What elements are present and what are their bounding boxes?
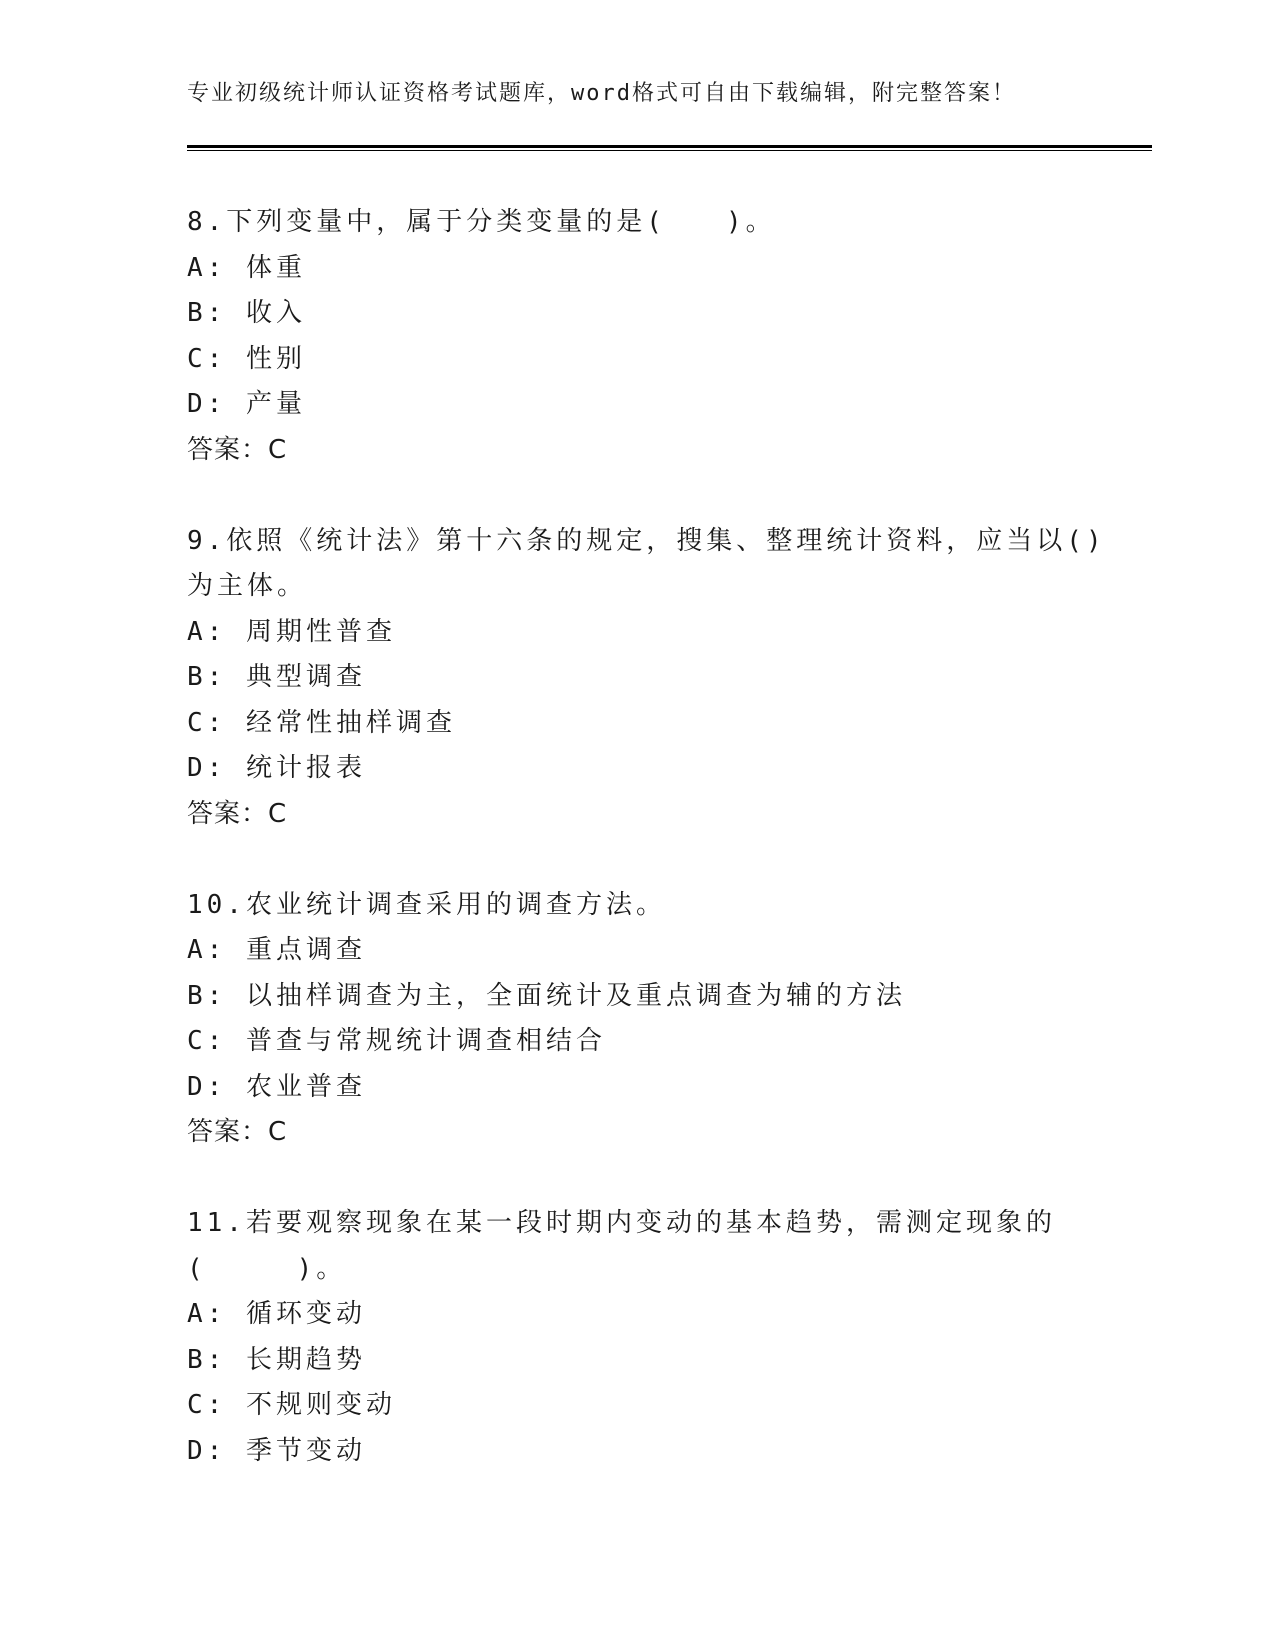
option-d: D: 统计报表: [187, 753, 366, 783]
option-a: A: 循环变动: [187, 1299, 366, 1329]
option-a: A: 体重: [187, 252, 306, 283]
question-block: [187, 200, 1087, 473]
question-stem-continued: 为主体。: [187, 571, 308, 601]
option-c: C: 经常性抽样调查: [187, 707, 456, 738]
question-stem: 9.依照《统计法》第十六条的规定，搜集、整理统计资料，应当以(): [187, 525, 1106, 556]
option-b: B: 收入: [187, 298, 306, 328]
option-c: C: 性别: [187, 343, 306, 374]
answer-label: 答案：C: [187, 1117, 288, 1147]
option-d: D: 农业普查: [187, 1071, 366, 1102]
option-b: B: 典型调查: [187, 662, 366, 692]
question-stem-continued: ( )。: [187, 1253, 347, 1284]
header-divider-thick: [187, 145, 1152, 148]
option-b: B: 以抽样调查为主，全面统计及重点调查为辅的方法: [187, 980, 906, 1011]
option-a: A: 重点调查: [187, 935, 366, 965]
question-block: [187, 1201, 1087, 1474]
option-d: D: 产量: [187, 389, 306, 419]
option-b: B: 长期趋势: [187, 1344, 366, 1375]
option-d: D: 季节变动: [187, 1435, 366, 1466]
answer-label: 答案：C: [187, 798, 288, 829]
answer-label: 答案：C: [187, 434, 288, 465]
question-list: [187, 200, 1106, 1474]
option-a: A: 周期性普查: [187, 616, 396, 647]
header-divider-thin: [187, 150, 1152, 151]
question-stem: 8.下列变量中，属于分类变量的是( )。: [187, 207, 776, 237]
page-header: 专业初级统计师认证资格考试题库，word格式可自由下载编辑，附完整答案！: [187, 81, 1016, 106]
question-block: [187, 883, 1087, 1156]
option-c: C: 不规则变动: [187, 1390, 396, 1420]
question-stem: 10.农业统计调查采用的调查方法。: [187, 889, 666, 920]
question-block: [187, 519, 1106, 838]
question-stem: 11.若要观察现象在某一段时期内变动的基本趋势，需测定现象的: [187, 1208, 1056, 1238]
option-c: C: 普查与常规统计调查相结合: [187, 1026, 606, 1056]
